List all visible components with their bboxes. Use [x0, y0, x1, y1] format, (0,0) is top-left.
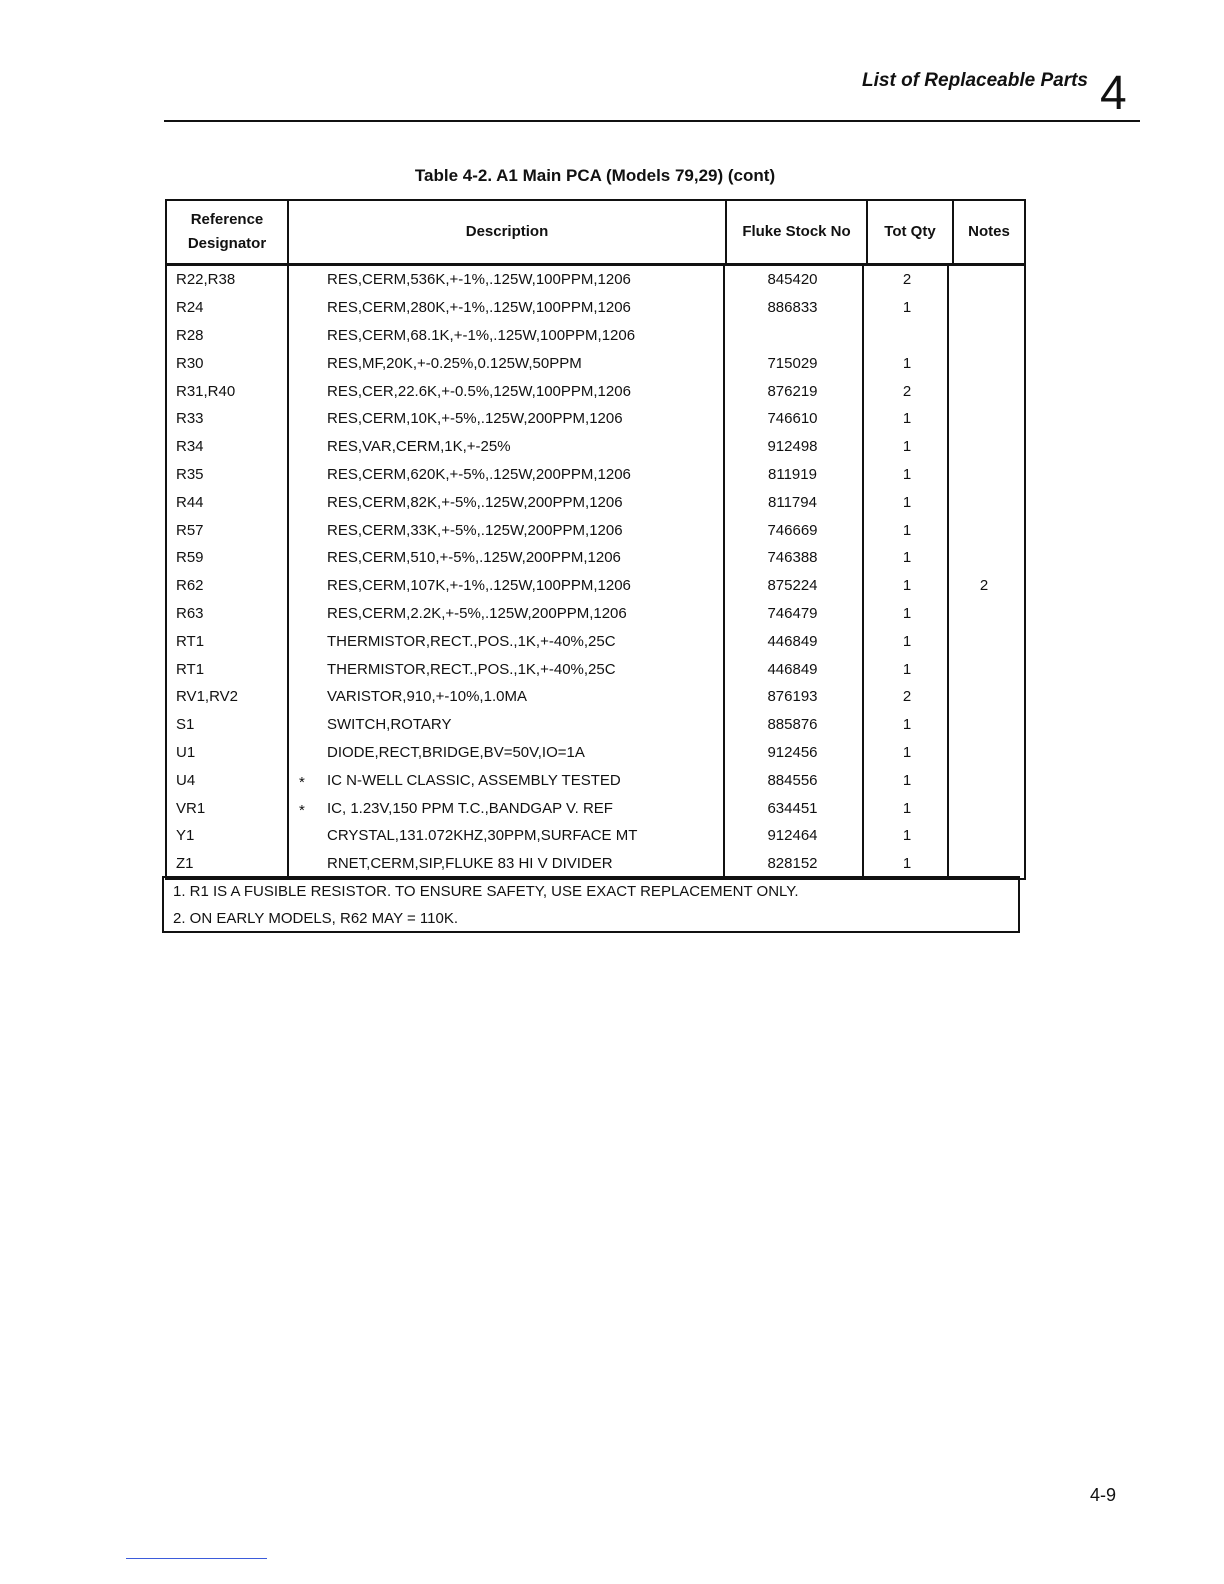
cell-stock-no: 845420	[767, 271, 818, 289]
cell-tot-qty: 1	[902, 410, 912, 428]
cell-tot-qty: 2	[902, 688, 912, 706]
cell-ref: R62	[176, 577, 204, 595]
asterisk-mark: *	[299, 773, 305, 791]
page-number: 4-9	[1090, 1485, 1117, 1505]
cell-tot-qty: 1	[902, 716, 912, 734]
cell-tot-qty: 1	[902, 632, 912, 650]
cell-stock-no: 715029	[767, 354, 818, 372]
description-text: SWITCH,ROTARY	[327, 716, 452, 734]
cell-stock-no: 746479	[767, 604, 818, 622]
description-text: RES,MF,20K,+-0.25%,0.125W,50PPM	[327, 354, 582, 372]
cell-ref: U4	[176, 771, 196, 789]
cell-ref: U1	[176, 743, 196, 761]
table-row	[167, 600, 1024, 628]
table-row	[167, 349, 1024, 377]
header-rule	[164, 120, 1140, 122]
col-ref-line2: Designator	[187, 235, 267, 252]
description-text: IC N-WELL CLASSIC, ASSEMBLY TESTED	[327, 771, 621, 789]
description-text: THERMISTOR,RECT.,POS.,1K,+-40%,25C	[327, 660, 616, 678]
cell-stock-no: 811794	[768, 493, 817, 511]
cell-ref: R24	[176, 299, 204, 317]
cell-tot-qty: 1	[902, 827, 912, 845]
cell-description	[289, 522, 727, 539]
col-tot-qty: Tot Qty	[868, 201, 954, 263]
description-text: RES,CERM,107K,+-1%,.125W,100PPM,1206	[327, 577, 631, 595]
cell-description	[289, 827, 727, 844]
cell-ref: RT1	[176, 660, 205, 678]
cell-ref: Y1	[176, 827, 195, 845]
table-row	[167, 433, 1024, 461]
cell-notes: 2	[979, 577, 989, 595]
table-row	[167, 739, 1024, 767]
cell-stock-no: 446849	[767, 632, 818, 650]
cell-ref: R22,R38	[176, 271, 236, 289]
table-row	[167, 766, 1024, 794]
table-row	[167, 794, 1024, 822]
description-text: THERMISTOR,RECT.,POS.,1K,+-40%,25C	[327, 632, 616, 650]
table-row	[167, 683, 1024, 711]
cell-tot-qty: 2	[902, 382, 912, 400]
description-text: RES,CERM,510,+-5%,.125W,200PPM,1206	[327, 549, 621, 567]
cell-description	[289, 744, 727, 761]
cell-stock-no: 746388	[767, 549, 818, 567]
cell-description	[289, 633, 727, 650]
cell-stock-no: 876193	[767, 688, 818, 706]
cell-ref: RV1,RV2	[176, 688, 238, 706]
cell-stock-no: 912456	[767, 743, 818, 761]
description-text: RES,CERM,10K,+-5%,.125W,200PPM,1206	[327, 410, 623, 428]
cell-ref: Z1	[176, 855, 194, 873]
cell-ref: R31,R40	[176, 382, 236, 400]
cell-description	[289, 466, 727, 483]
cell-ref: R35	[176, 465, 204, 483]
cell-ref: R28	[176, 326, 204, 344]
cell-stock-no: 876219	[767, 382, 818, 400]
cell-description	[289, 299, 727, 316]
cell-ref: R57	[176, 521, 204, 539]
table-row	[167, 461, 1024, 489]
cell-description	[289, 271, 727, 288]
cell-stock-no: 634451	[767, 799, 818, 817]
col-notes: Notes	[968, 223, 1010, 240]
cell-tot-qty: 2	[902, 271, 912, 289]
cell-tot-qty: 1	[902, 604, 912, 622]
cell-ref: R33	[176, 410, 204, 428]
cell-ref: S1	[176, 716, 195, 734]
description-text: IC, 1.23V,150 PPM T.C.,BANDGAP V. REF	[327, 799, 613, 817]
table-title: Table 4-2. A1 Main PCA (Models 79,29) (cont)	[414, 166, 776, 185]
col-description: Description	[289, 201, 727, 263]
description-text: RES,CERM,280K,+-1%,.125W,100PPM,1206	[327, 299, 631, 317]
footnotes-box	[162, 876, 1020, 933]
cell-tot-qty: 1	[902, 299, 912, 317]
asterisk-mark: *	[299, 801, 305, 819]
cell-description	[289, 438, 727, 455]
cell-stock-no: 886833	[767, 299, 818, 317]
cell-ref: R59	[176, 549, 204, 567]
table-row	[167, 544, 1024, 572]
column-divider	[862, 266, 864, 878]
table-row	[167, 266, 1024, 294]
cell-tot-qty: 1	[902, 743, 912, 761]
description-text: RES,CERM,82K,+-5%,.125W,200PPM,1206	[327, 493, 623, 511]
col-reference-designator	[167, 201, 289, 263]
cell-tot-qty: 1	[902, 771, 912, 789]
cell-stock-no: 828152	[767, 855, 818, 873]
description-text: RES,CER,22.6K,+-0.5%,125W,100PPM,1206	[327, 382, 631, 400]
cell-tot-qty: 1	[902, 465, 912, 483]
cell-ref: RT1	[176, 632, 205, 650]
cell-stock-no: 912464	[767, 827, 818, 845]
table-row	[167, 711, 1024, 739]
cell-ref: R63	[176, 604, 204, 622]
cell-tot-qty: 1	[902, 855, 912, 873]
table-row	[167, 627, 1024, 655]
cell-tot-qty: 1	[902, 354, 912, 372]
cell-description	[289, 716, 727, 733]
cell-ref: R44	[176, 493, 204, 511]
table-row	[167, 655, 1024, 683]
footnote-2: 2. ON EARLY MODELS, R62 MAY = 110K.	[173, 910, 458, 927]
cell-stock-no: 875224	[767, 577, 818, 595]
cell-tot-qty: 1	[902, 493, 912, 511]
description-text: RES,CERM,2.2K,+-5%,.125W,200PPM,1206	[327, 604, 627, 622]
cell-ref: R34	[176, 438, 204, 456]
description-text: RES,CERM,68.1K,+-1%,.125W,100PPM,1206	[327, 326, 636, 344]
cell-ref: VR1	[176, 799, 206, 817]
cell-tot-qty: 1	[902, 799, 912, 817]
cell-tot-qty: 1	[902, 521, 912, 539]
cell-description	[289, 661, 727, 678]
cell-description	[289, 772, 727, 789]
description-text: RES,CERM,536K,+-1%,.125W,100PPM,1206	[327, 271, 631, 289]
description-text: RES,VAR,CERM,1K,+-25%	[327, 438, 511, 456]
cell-description	[289, 688, 727, 705]
table-header	[167, 201, 1024, 266]
cell-description	[289, 855, 727, 872]
description-text: RNET,CERM,SIP,FLUKE 83 HI V DIVIDER	[327, 855, 613, 873]
table-row	[167, 405, 1024, 433]
cell-tot-qty: 1	[902, 438, 912, 456]
cell-description	[289, 577, 727, 594]
cell-tot-qty: 1	[902, 549, 912, 567]
description-text: VARISTOR,910,+-10%,1.0MA	[327, 688, 527, 706]
cell-tot-qty: 1	[902, 577, 912, 595]
cell-description	[289, 494, 727, 511]
column-divider	[947, 266, 949, 878]
col-stock-no: Fluke Stock No	[727, 201, 868, 263]
col-ref-line1: Reference	[190, 211, 264, 228]
cell-stock-no: 912498	[767, 438, 818, 456]
cell-stock-no: 885876	[767, 716, 818, 734]
description-text: RES,CERM,33K,+-5%,.125W,200PPM,1206	[327, 521, 623, 539]
table-row	[167, 572, 1024, 600]
table-row	[167, 322, 1024, 350]
cell-ref: R30	[176, 354, 204, 372]
cell-description	[289, 800, 727, 817]
cell-description	[289, 327, 727, 344]
cell-stock-no: 884556	[767, 771, 818, 789]
cell-stock-no: 446849	[767, 660, 818, 678]
parts-table	[165, 199, 1026, 880]
cell-description	[289, 549, 727, 566]
table-row	[167, 850, 1024, 878]
table-row	[167, 822, 1024, 850]
table-row	[167, 516, 1024, 544]
cell-tot-qty: 1	[902, 660, 912, 678]
cell-stock-no: 746669	[767, 521, 818, 539]
description-text: RES,CERM,620K,+-5%,.125W,200PPM,1206	[327, 465, 631, 483]
footer-rule	[126, 1558, 267, 1559]
table-row	[167, 377, 1024, 405]
table-row	[167, 294, 1024, 322]
section-title: List of Replaceable Parts	[862, 70, 1088, 91]
cell-stock-no: 746610	[767, 410, 818, 428]
cell-description	[289, 410, 727, 427]
chapter-number: 4	[1100, 67, 1127, 120]
footnote-1: 1. R1 IS A FUSIBLE RESISTOR. TO ENSURE SAFETY, USE EXACT REPLACEMENT ONLY.	[173, 883, 799, 900]
cell-description	[289, 383, 727, 400]
cell-stock-no: 811919	[768, 465, 817, 483]
table-row	[167, 488, 1024, 516]
cell-description	[289, 355, 727, 372]
description-text: DIODE,RECT,BRIDGE,BV=50V,IO=1A	[327, 743, 585, 761]
cell-description	[289, 605, 727, 622]
description-text: CRYSTAL,131.072KHZ,30PPM,SURFACE MT	[327, 827, 638, 845]
table-body	[167, 266, 1024, 878]
